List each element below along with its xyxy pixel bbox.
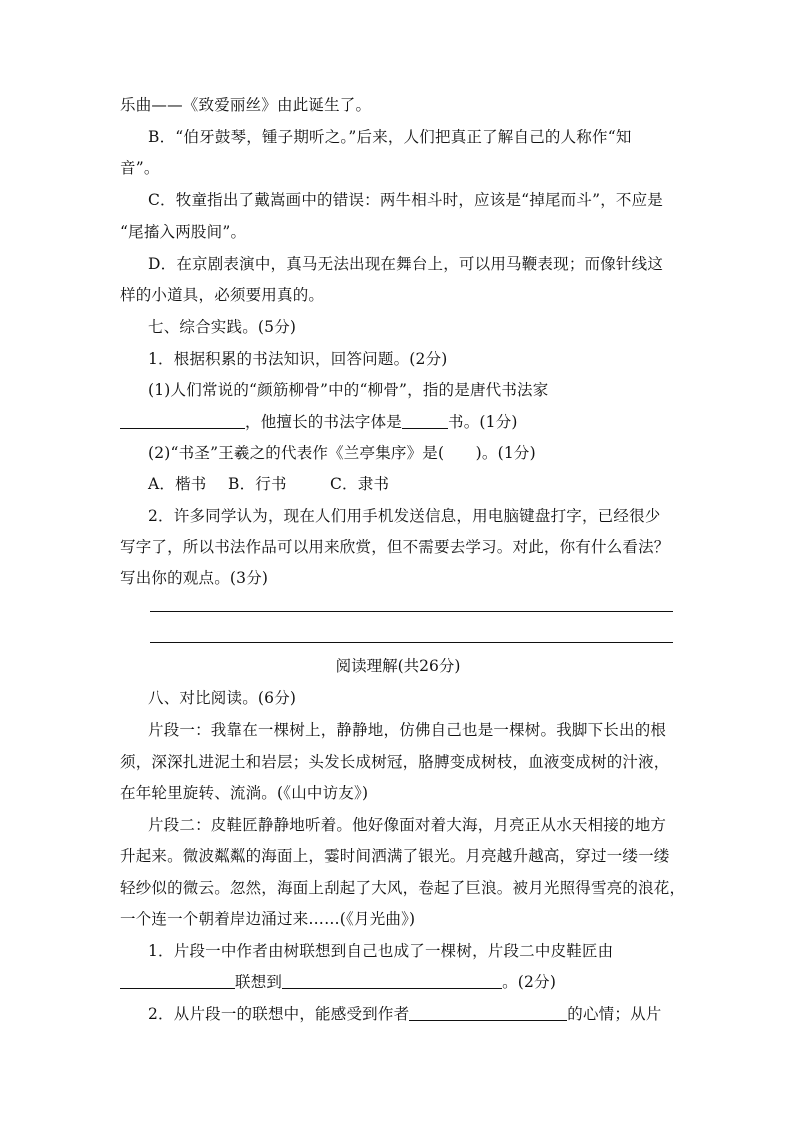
text-line: 写出你的观点。(3分) <box>120 569 269 587</box>
text-line: 在年轮里旋转、流淌。(《山中访友》) <box>120 784 369 802</box>
options-row <box>148 474 676 494</box>
text-fragment: 联想到 <box>235 973 283 991</box>
text-line: 乐曲——《致爱丽丝》由此诞生了。 <box>120 96 372 114</box>
question-1: 1．根据积累的书法知识，回答问题。(2分) <box>148 350 448 368</box>
text-fragment: 的心情；从片 <box>567 1005 662 1023</box>
section-heading-practice: 七、综合实践。(5分) <box>148 318 297 336</box>
answer-blank[interactable] <box>409 1005 567 1021</box>
text-line: 样的小道具，必须要用真的。 <box>120 286 325 304</box>
answer-blank[interactable] <box>120 973 235 989</box>
passage-1: 片段一：我靠在一棵树上，静静地，仿佛自己也是一棵树。我脚下长出的根 <box>148 721 667 739</box>
text-line: “尾搐入两股间”。 <box>120 223 247 241</box>
text-fragment: ，他擅长的书法字体是 <box>245 413 403 431</box>
question-1-1: (1)人们常说的“颜筋柳骨”中的“柳骨”，指的是唐代书法家 <box>148 381 549 399</box>
text-line: 轻纱似的微云。忽然，海面上刮起了大风，卷起了巨浪。被月光照得雪亮的浪花， <box>120 879 686 897</box>
answer-writing-line[interactable] <box>150 642 673 643</box>
option-b: B．行书 <box>228 475 287 493</box>
answer-line-row <box>120 972 676 992</box>
text-line: 音”。 <box>120 159 160 177</box>
question-1-2: (2)“书圣”王羲之的代表作《兰亭集序》是( )。(1分) <box>148 444 536 462</box>
text-fragment: 。(2分) <box>502 973 557 991</box>
option-c: C．隶书 <box>330 475 390 493</box>
option-a: A．楷书 <box>148 475 207 493</box>
text-line: 须，深深扎进泥土和岩层；头发长成树冠，胳膊变成树枝，血液变成树的汁液， <box>120 753 670 771</box>
section-heading-reading: 八、对比阅读。(6分) <box>148 689 297 707</box>
text-line: 一个连一个朝着岸边涌过来……(《月光曲》) <box>120 910 416 928</box>
answer-blank[interactable] <box>282 973 502 989</box>
reading-question-2 <box>148 1004 676 1024</box>
answer-writing-line[interactable] <box>150 611 673 612</box>
question-2: 2．许多同学认为，现在人们用手机发送信息，用电脑键盘打字，已经很少 <box>148 507 661 525</box>
option-c-text: C．牧童指出了戴嵩画中的错误：两牛相斗时，应该是“掉尾而斗”，不应是 <box>148 191 664 209</box>
passage-2: 片段二：皮鞋匠静静地听着。他好像面对着大海，月亮正从水天相接的地方 <box>148 816 667 834</box>
text-line: 升起来。微波粼粼的海面上，霎时间洒满了银光。月亮越升越高，穿过一缕一缕 <box>120 847 670 865</box>
text-line: 写字了，所以书法作品可以用来欣赏，但不需要去学习。对此，你有什么看法？ <box>120 538 670 556</box>
option-d-text: D．在京剧表演中，真马无法出现在舞台上，可以用马鞭表现；而像针线这 <box>148 255 664 273</box>
section-title: 阅读理解(共26分) <box>335 657 461 675</box>
text-fragment: 书。(1分) <box>448 413 518 431</box>
answer-line-row <box>120 412 676 432</box>
answer-blank[interactable] <box>402 413 448 429</box>
reading-question-1: 1．片段一中作者由树联想到自己也成了一棵树，片段二中皮鞋匠由 <box>148 942 614 960</box>
answer-blank[interactable] <box>120 413 245 429</box>
text-fragment: 2．从片段一的联想中，能感受到作者 <box>148 1005 410 1023</box>
option-b-text: B．“伯牙鼓琴，锺子期听之。”后来，人们把真正了解自己的人称作“知 <box>148 128 632 146</box>
